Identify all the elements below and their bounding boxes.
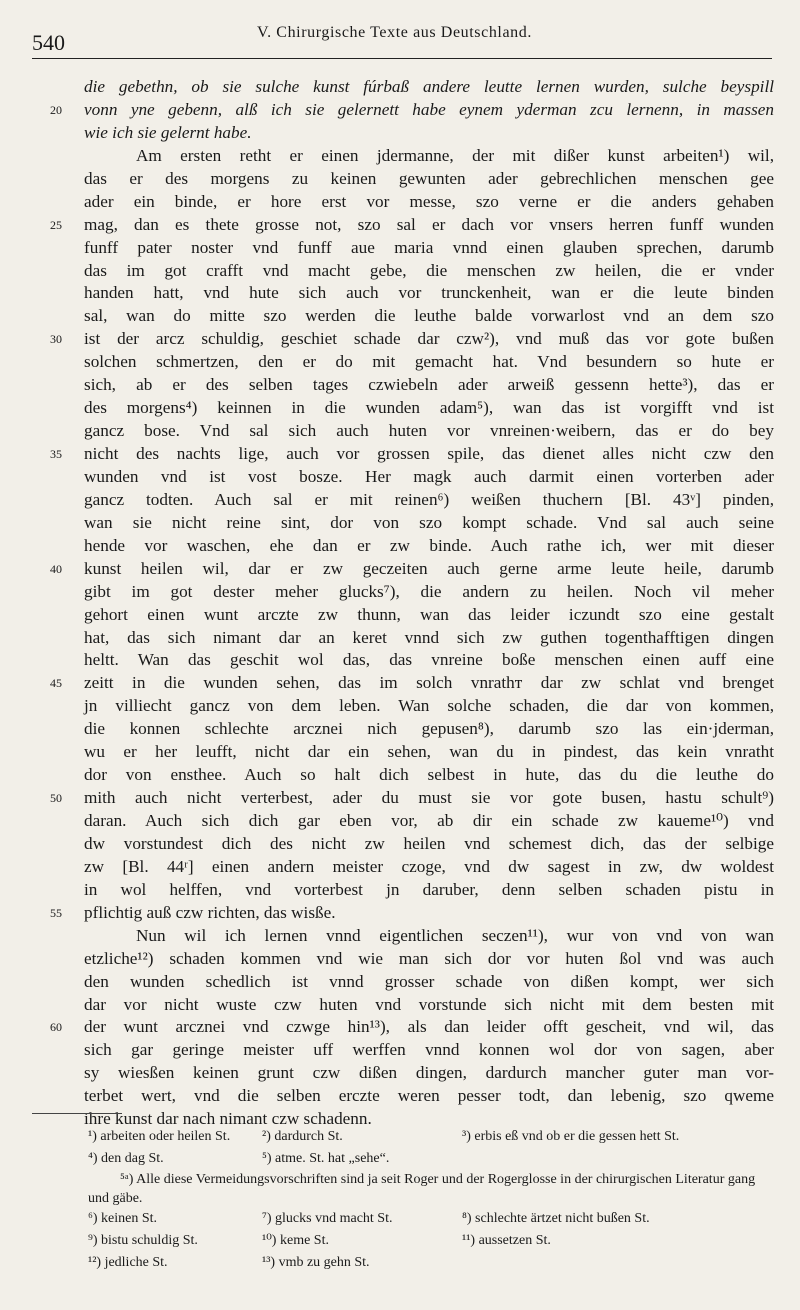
footnote [88, 1208, 157, 1230]
footnote-text: dardurch St. [270, 1129, 343, 1144]
text-line [50, 443, 774, 466]
text-line [84, 466, 774, 489]
footnote-row [32, 1126, 772, 1148]
footnote-label: ¹) [88, 1129, 97, 1144]
footnote-text: glucks vnd macht St. [271, 1211, 393, 1226]
line-text: sy wiesßen keinen grunt czw dißen dingen, dardurch mancher guter man vor- [84, 1063, 774, 1083]
line-text: jn villiecht gancz von dem leben. Wan solche schaden, die dar von kommen, [84, 696, 774, 716]
footnote [262, 1148, 389, 1170]
text-line [84, 810, 774, 833]
line-number: 50 [50, 791, 62, 806]
line-number: 55 [50, 905, 62, 920]
footnote-row [32, 1252, 772, 1274]
footnote-label: ⁵ᵃ) [120, 1172, 137, 1187]
footnote [462, 1208, 650, 1230]
text-line [84, 833, 774, 856]
text-line [84, 260, 774, 283]
footnote-label: ⁸) [462, 1211, 472, 1226]
footnote [88, 1252, 168, 1274]
text-line [50, 99, 774, 122]
footnote [262, 1208, 392, 1230]
footnote-label: ⁹) [88, 1233, 98, 1248]
text-line [84, 604, 774, 627]
text-line [50, 328, 774, 351]
footnote-text: Alle diese Vermeidungsvorschriften sind ja seit Roger und der Rogerglosse in der chirurgischen Literatur gang und gäbe. [88, 1172, 756, 1206]
text-line [84, 122, 774, 145]
text-line [84, 718, 774, 741]
text-line [84, 741, 774, 764]
footnote-text: keinen St. [97, 1211, 158, 1226]
text-line [84, 397, 774, 420]
line-text: sich gar geringe meister uff werffen vnnd konnen wol dor von sagen, aber [84, 1040, 774, 1060]
footnotes [32, 1126, 772, 1274]
text-line [84, 627, 774, 650]
text-line [84, 374, 774, 397]
footnote-row [32, 1208, 772, 1230]
footnote-label: ²) [262, 1129, 271, 1144]
footnote [262, 1126, 343, 1148]
footnote-label: ¹⁰) [262, 1233, 277, 1248]
line-text: pflichtig auß czw richten, das wisße. [84, 902, 336, 922]
text-line [50, 902, 774, 925]
text-line [50, 672, 774, 695]
text-line [84, 535, 774, 558]
line-text: zeitt in die wunden sehen, das im solch vnrathт dar zw schlat vnd brenget [84, 673, 774, 693]
footnote-label: ¹³) [262, 1255, 276, 1270]
line-number: 30 [50, 332, 62, 347]
text-line [50, 787, 774, 810]
footnote-text: schlechte ärtzet nicht bußen St. [471, 1211, 650, 1226]
footnote-text: bistu schuldig St. [97, 1233, 198, 1248]
line-text: wan sie nicht reine sint, dor von szo kompt schade. Vnd sal auch seine [84, 512, 774, 532]
line-text: gibt im got dester meher glucks⁷), die andern zu heilen. Noch vil meher [84, 581, 774, 601]
line-text: mith auch nicht verterbest, ader du must sie vor gote busen, hastu schult⁹) [84, 788, 774, 808]
line-text: in wol helffen, vnd vorterbest jn daruber, denn selben schaden pistu in [84, 879, 774, 899]
footnote-label: ¹²) [88, 1255, 102, 1270]
text-line [84, 305, 774, 328]
text-line [84, 1085, 774, 1108]
footnote [262, 1230, 329, 1252]
text-line [50, 214, 774, 237]
line-text: dor von ensthee. Auch so halt dich selbest in hute, das du die leuthe do [84, 765, 774, 785]
line-number: 40 [50, 561, 62, 576]
line-text: ihre kunst dar nach nimant czw schadenn. [84, 1109, 372, 1129]
line-text: kunst heilen wil, dar er zw geczeiten auch gerne arme leute heile, darumb [84, 558, 774, 578]
line-text: dw vorstundest dich des nicht zw heilen vnd schemest dich, das der selbige [84, 833, 774, 853]
line-text: das er des morgens zu keinen gewunten ader gebrechlichen menschen gee [84, 168, 774, 188]
text-line [84, 145, 774, 168]
text-line [84, 1039, 774, 1062]
footnote-row [32, 1148, 772, 1170]
footnote-row [32, 1170, 772, 1208]
footnote-label: ⁶) [88, 1211, 98, 1226]
text-line [84, 649, 774, 672]
footnote [88, 1230, 198, 1252]
line-text: wunden vnd ist vost bosze. Her magk auch darmit einen vorterben ader [84, 466, 774, 486]
line-text: wu er her leufft, nicht dar ein sehen, wan du in pindest, das kein vnratht [84, 742, 774, 762]
text-line [50, 558, 774, 581]
text-line [84, 191, 774, 214]
line-text: des morgens⁴) keinnen in die wunden adam⁵), wan das ist vorgifft vnd ist [84, 398, 774, 418]
page-header [32, 20, 772, 59]
text-line [84, 282, 774, 305]
footnote-label: ⁵) [262, 1151, 272, 1166]
line-text: wie ich sie gelernt habe. [84, 122, 252, 142]
line-text: hat, das sich nimant dar an keret vnnd sich zw guthen togenthafftigen dingen [84, 627, 774, 647]
footnote [262, 1252, 370, 1274]
line-text: nicht des nachts lige, auch vor grossen spile, das dienet alles nicht czw den [84, 444, 774, 463]
footnote-label: ³) [462, 1129, 471, 1144]
text-line [84, 489, 774, 512]
line-number: 20 [50, 102, 62, 117]
text-line [84, 879, 774, 902]
footnote-label: ⁴) [88, 1151, 98, 1166]
text-line [84, 168, 774, 191]
line-number: 60 [50, 1020, 62, 1035]
footnote [88, 1148, 164, 1170]
line-text: gancz todten. Auch sal er mit reinen⁶) weißen thuchern [Bl. 43ᵛ] pinden, [84, 489, 774, 509]
line-text: etzliche¹²) schaden kommen vnd wie man sich dor vor huten ßol vnd was auch [84, 948, 774, 968]
footnote-text: jedliche St. [101, 1255, 168, 1270]
line-text: ist der arcz schuldig, geschiet schade dar czw²), vnd muß das vor gote bußen [84, 329, 774, 349]
text-line [50, 1016, 774, 1039]
line-text: ader ein binde, er hore erst vor messe, szo verne er die anders gehaben [84, 191, 774, 211]
footnote-text: aussetzen St. [475, 1233, 551, 1248]
footnote-text: vmb zu gehn St. [275, 1255, 370, 1270]
line-text: Nun wil ich lernen vnnd eigentlichen seczen¹¹), wur von vnd von wan [136, 925, 774, 945]
page-number: 540 [32, 30, 65, 55]
line-text: das im got crafft vnd macht gebe, die menschen zw heilen, die er vnder [84, 260, 774, 280]
line-text: der wunt arcznei vnd czwge hin¹³), als dan leider offt gescheit, vnd wil, das [84, 1017, 774, 1037]
footnote-text: atme. St. hat „sehe“. [271, 1151, 390, 1166]
line-text: gehort einen wunt arczte zw thunn, wan das leider iczundt szo eine gestalt [84, 604, 774, 624]
text-line [84, 764, 774, 787]
line-text: den wunden schedlich ist vnnd grosser schade von dißen kompt, wer sich [84, 971, 774, 991]
line-number: 45 [50, 676, 62, 691]
text-line [84, 237, 774, 260]
text-line [84, 1062, 774, 1085]
line-text: funff pater noster vnd funff aue maria vnnd einen glauben sprechen, darumb [84, 237, 774, 257]
footnote-text: arbeiten oder heilen St. [96, 1129, 231, 1144]
line-text: Am ersten retht er einen jdermanne, der mit dißer kunst arbeiten¹) wil, [136, 145, 774, 165]
text-line [84, 971, 774, 994]
line-text: gancz bose. Vnd sal sich auch huten vor vnreinen·weibern, das er do bey [84, 421, 774, 441]
line-text: daran. Auch sich dich gar eben vor, ab dir ein schade zw kaueme¹⁰) vnd [84, 811, 774, 830]
footnote [88, 1126, 230, 1148]
text-line [84, 76, 774, 99]
running-head: V. Chirurgische Texte aus Deutschland. [257, 24, 532, 41]
footnote [462, 1230, 551, 1252]
text-line [84, 420, 774, 443]
footnote-label: ⁷) [262, 1211, 272, 1226]
line-text: terbet wert, vnd die selben erczte weren pesser todt, dan lebenig, szo qweme [84, 1086, 774, 1106]
footnote-text: den dag St. [97, 1151, 164, 1166]
line-text: vonn yne gebenn, alß ich sie gelernett habe eynem yderman zcu lernenn, in massen [84, 99, 774, 119]
text-line [84, 948, 774, 971]
text-line [84, 925, 774, 948]
footnote-text: erbis eß vnd ob er die gessen hett St. [470, 1129, 680, 1144]
footnote-text: keme St. [276, 1233, 329, 1248]
line-text: mag, dan es thete grosse not, szo sal er dach vor vnsers herren funff wunden [84, 214, 774, 234]
line-text: die gebethn, ob sie sulche kunst fúrbaß andere leutte lernen wurden, sulche beyspill [84, 77, 774, 96]
line-text: handen hatt, vnd hute sich auch vor trunckenheit, wan er die leute binden [84, 283, 774, 303]
footnote [462, 1126, 679, 1148]
text-line [84, 512, 774, 535]
line-text: heltt. Wan das geschit wol das, das vnreine boße menschen einen auff eine [84, 650, 774, 670]
text-line [84, 856, 774, 879]
main-text [50, 76, 774, 1131]
line-text: dar vor nicht wuste czw huten vnd vorstunde sich nicht mit dem besten mit [84, 994, 774, 1014]
line-text: hende vor waschen, ehe dan er zw binde. Auch rathe ich, wer mit dieser [84, 535, 774, 555]
footnote-label: ¹¹) [462, 1233, 476, 1248]
line-text: sich, ab er des selben tages czwiebeln ader arweiß gessenn hette³), das er [84, 375, 774, 395]
text-line [84, 351, 774, 374]
line-text: die konnen schlechte arcznei nich gepusen⁸), darumb szo las ein·jderman, [84, 719, 774, 739]
footnote-row [32, 1230, 772, 1252]
footnote-divider [32, 1113, 122, 1114]
text-line [84, 695, 774, 718]
line-number: 35 [50, 447, 62, 461]
footnote [88, 1170, 772, 1208]
line-text: solchen schmertzen, den er do mit gemacht hat. Vnd besundern so hute er [84, 352, 774, 372]
text-line [84, 581, 774, 604]
line-text: zw [Bl. 44ʳ] einen andern meister czoge, vnd dw sagest in zw, dw woldest [84, 856, 774, 876]
line-number: 25 [50, 217, 62, 232]
line-text: sal, wan do mitte szo werden die leuthe balde vorwarlost vnd an dem szo [84, 306, 774, 326]
text-line [84, 994, 774, 1017]
